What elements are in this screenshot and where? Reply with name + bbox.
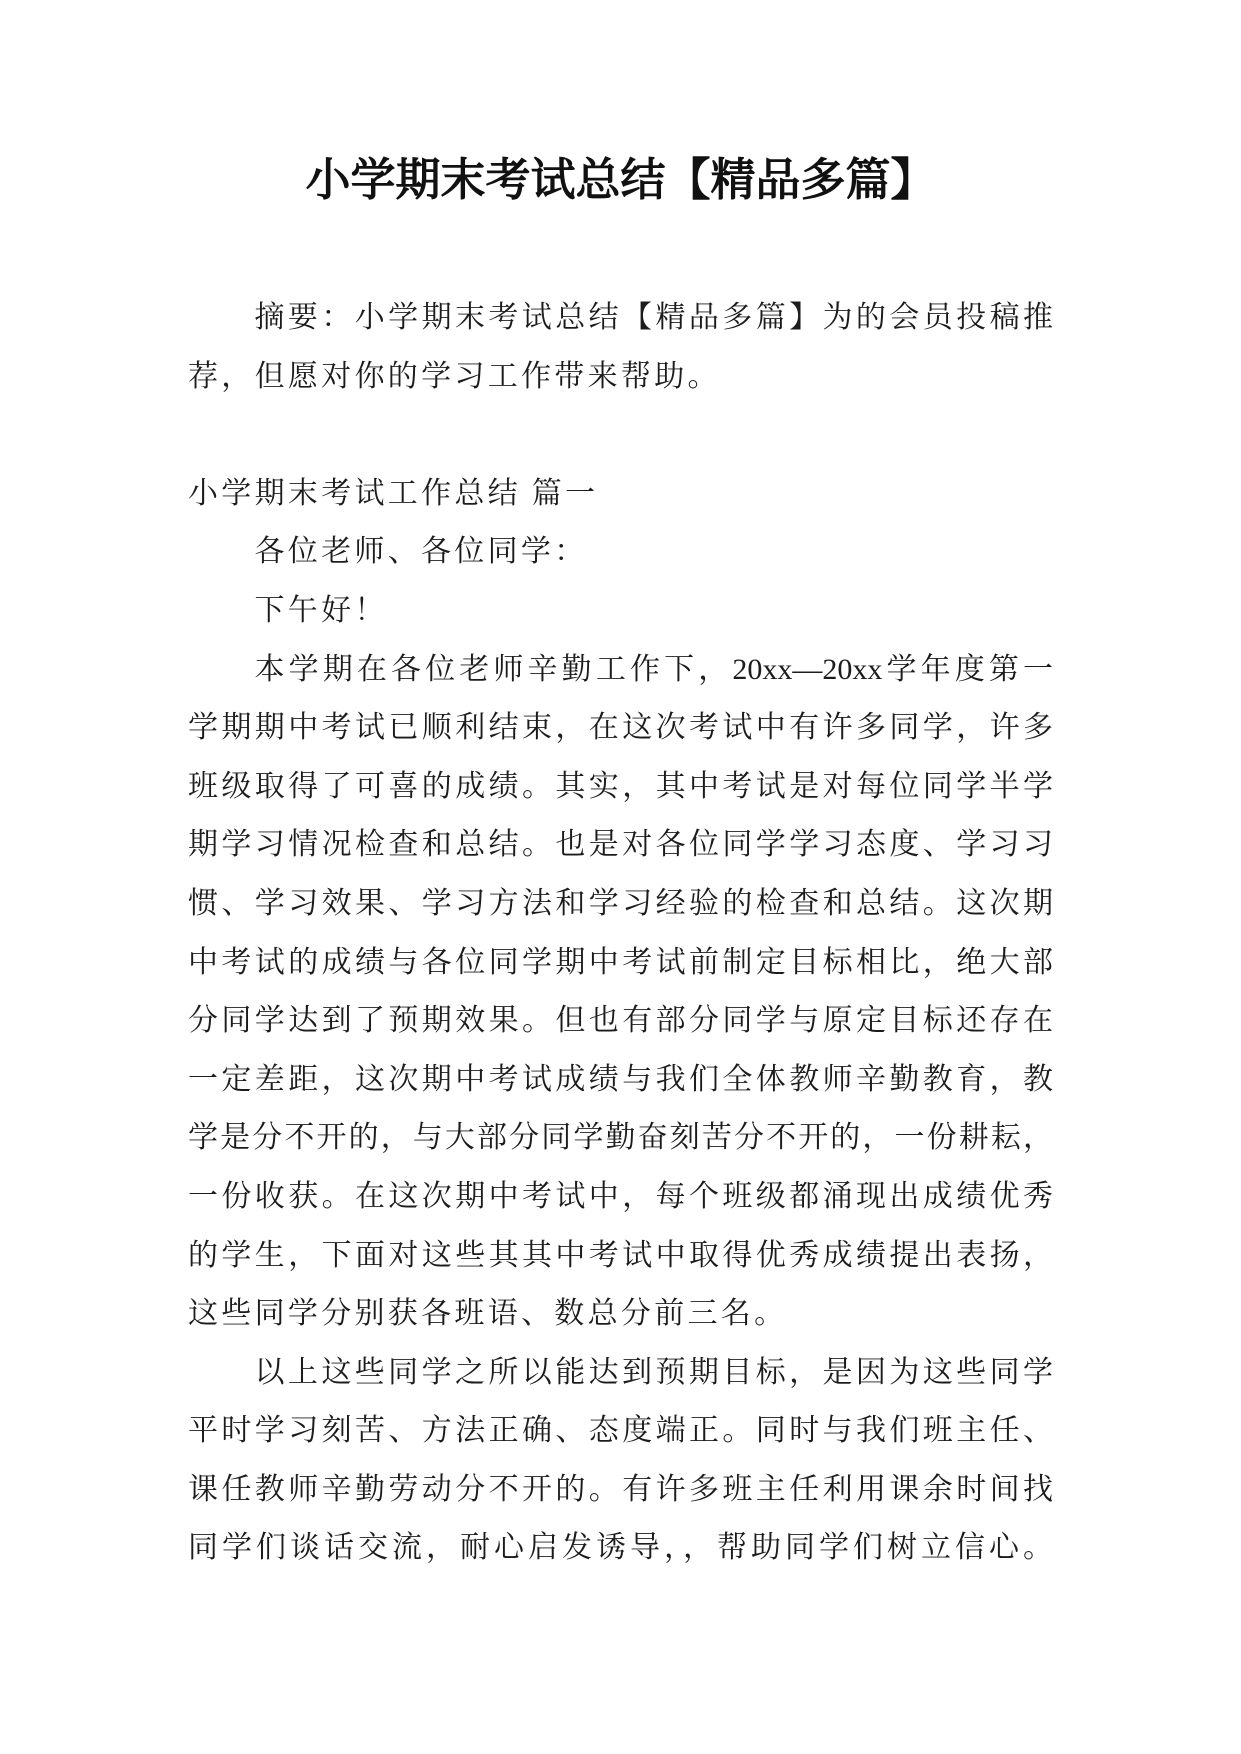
greeting: 下午好！ [254, 593, 388, 627]
body-paragraph [188, 641, 1053, 1344]
body-line: 期学习情况检查和总结。也是对各位同学学习态度、学习习 [188, 828, 1053, 862]
body-line: 这些同学分别获各班语、数总分前三名。 [188, 1297, 788, 1331]
body-line: 学期期中考试已顺利结束，在这次考试中有许多同学，许多 [188, 711, 1053, 745]
body-line: 课任教师辛勤劳动分不开的。有许多班主任利用课余时间找 [188, 1472, 1053, 1506]
body-paragraph [188, 1344, 1053, 1578]
section-heading: 小学期末考试工作总结 篇一 [188, 476, 599, 510]
body-line: 一定差距，这次期中考试成绩与我们全体教师辛勤教育，教 [188, 1062, 1053, 1096]
body-line: 平时学习刻苦、方法正确、态度端正。同时与我们班主任、 [188, 1414, 1053, 1448]
abstract-paragraph [188, 289, 1053, 406]
abstract-line: 荐，但愿对你的学习工作带来帮助。 [188, 359, 721, 393]
salutation: 各位老师、各位同学： [254, 535, 588, 569]
abstract-line: 摘要：小学期末考试总结【精品多篇】为的会员投稿推 [254, 301, 1053, 334]
body-line: 的学生，下面对这些其其中考试中取得优秀成绩提出表扬， [188, 1238, 1053, 1272]
blank-line [188, 406, 1053, 465]
document-body [188, 289, 1053, 1578]
body-line: 惯、学习效果、学习方法和学习经验的检查和总结。这次期 [188, 886, 1053, 920]
section-one [188, 465, 1053, 1578]
body-line: 学是分不开的，与大部分同学勤奋刻苦分不开的，一份耕耘， [188, 1121, 1053, 1155]
body-line: 一份收获。在这次期中考试中，每个班级都涌现出成绩优秀 [188, 1179, 1053, 1213]
body-line: 以上这些同学之所以能达到预期目标，是因为这些同学 [254, 1355, 1053, 1389]
body-line: 班级取得了可喜的成绩。其实，其中考试是对每位同学半学 [188, 769, 1053, 803]
body-line: 本学期在各位老师辛勤工作下，20xx—20xx学年度第一 [254, 652, 1053, 686]
body-line: 分同学达到了预期效果。但也有部分同学与原定目标还存在 [188, 1004, 1053, 1038]
document-title: 小学期末考试总结【精品多篇】 [305, 155, 936, 205]
body-line: 同学们谈话交流，耐心启发诱导，，帮助同学们树立信心。 [188, 1531, 1053, 1565]
body-line: 中考试的成绩与各位同学期中考试前制定目标相比，绝大部 [188, 945, 1053, 979]
